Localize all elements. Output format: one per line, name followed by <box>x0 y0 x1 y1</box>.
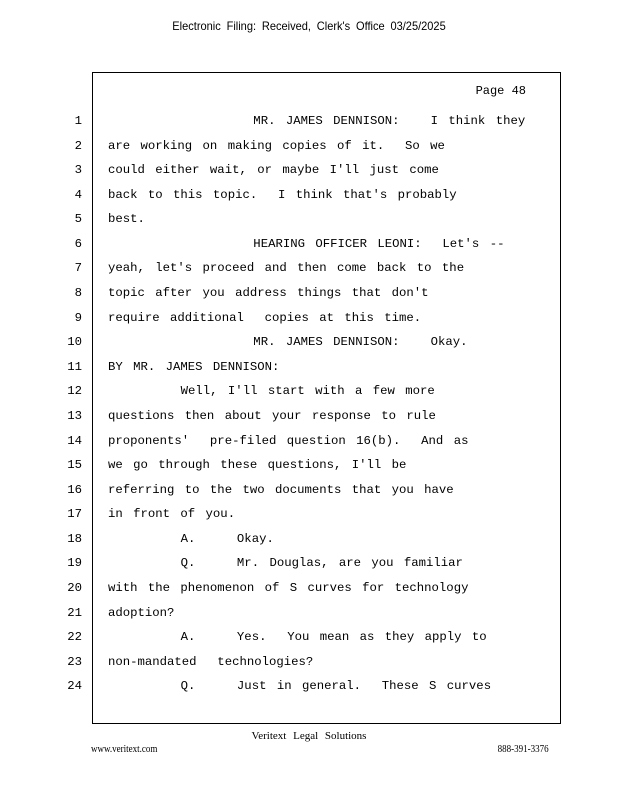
line-number: 3 <box>74 163 82 177</box>
line-number: 13 <box>67 409 82 423</box>
transcript-line <box>0 163 618 187</box>
line-number: 15 <box>67 458 82 472</box>
line-number: 5 <box>74 212 82 226</box>
transcript-line <box>0 360 618 384</box>
line-text: could either wait, or maybe I'll just come <box>108 163 439 177</box>
footer-company: Veritext Legal Solutions <box>251 730 367 742</box>
transcript-line <box>0 286 618 310</box>
line-number: 10 <box>67 335 82 349</box>
transcript-line <box>0 114 618 138</box>
line-text: in front of you. <box>108 507 236 521</box>
transcript-line <box>0 139 618 163</box>
line-text: BY MR. JAMES DENNISON: <box>108 360 280 374</box>
line-number: 19 <box>67 556 82 570</box>
line-text: yeah, let's proceed and then come back to the <box>108 261 465 275</box>
line-number: 16 <box>67 483 82 497</box>
line-number: 23 <box>67 655 82 669</box>
transcript-line <box>0 679 618 703</box>
transcript-line <box>0 384 618 408</box>
line-text: we go through these questions, I'll be <box>108 458 407 472</box>
line-text: topic after you address things that don't <box>108 286 429 300</box>
line-number: 1 <box>74 114 82 128</box>
line-text: require additional copies at this time. <box>108 311 422 325</box>
line-text: best. <box>108 212 145 226</box>
line-text: Well, I'll start with a few more <box>108 384 435 398</box>
transcript-line <box>0 335 618 359</box>
line-text: adoption? <box>108 606 175 620</box>
line-text: with the phenomenon of S curves for technology <box>108 581 469 595</box>
line-text: are working on making copies of it. So we <box>108 139 445 153</box>
line-number: 11 <box>67 360 82 374</box>
line-text: referring to the two documents that you have <box>108 483 454 497</box>
transcript-line <box>0 556 618 580</box>
transcript-line <box>0 434 618 458</box>
transcript-line <box>0 409 618 433</box>
line-text: Q. Just in general. These S curves <box>108 679 492 693</box>
transcript-line <box>0 212 618 236</box>
line-text: HEARING OFFICER LEONI: Let's -- <box>108 237 505 251</box>
line-text: A. Okay. <box>108 532 274 546</box>
transcript-line <box>0 261 618 285</box>
line-number: 9 <box>74 311 82 325</box>
line-number: 20 <box>67 581 82 595</box>
line-number: 2 <box>74 139 82 153</box>
footer-website: www.veritext.com <box>91 744 158 755</box>
line-number: 14 <box>67 434 82 448</box>
transcript-line <box>0 311 618 335</box>
line-number: 18 <box>67 532 82 546</box>
line-number: 24 <box>67 679 82 693</box>
line-text: Q. Mr. Douglas, are you familiar <box>108 556 463 570</box>
line-number: 12 <box>67 384 82 398</box>
transcript-line <box>0 507 618 531</box>
transcript-line <box>0 606 618 630</box>
line-number: 8 <box>74 286 82 300</box>
line-text: back to this topic. I think that's probably <box>108 188 457 202</box>
line-text: questions then about your response to rule <box>108 409 436 423</box>
footer-phone: 888-391-3376 <box>497 744 549 755</box>
transcript-line <box>0 483 618 507</box>
line-text: proponents' pre-filed question 16(b). And as <box>108 434 469 448</box>
line-number: 21 <box>67 606 82 620</box>
transcript-line <box>0 237 618 261</box>
line-number: 4 <box>74 188 82 202</box>
line-number: 7 <box>74 261 82 275</box>
transcript-line <box>0 655 618 679</box>
line-text: MR. JAMES DENNISON: Okay. <box>108 335 468 349</box>
page-number: Page 48 <box>475 84 526 98</box>
line-text: A. Yes. You mean as they apply to <box>108 630 487 644</box>
transcript-line <box>0 630 618 654</box>
transcript-line <box>0 532 618 556</box>
line-text: MR. JAMES DENNISON: I think they <box>108 114 526 128</box>
line-number: 17 <box>67 507 82 521</box>
line-text: non-mandated technologies? <box>108 655 314 669</box>
line-number: 22 <box>67 630 82 644</box>
transcript-line <box>0 188 618 212</box>
transcript-line <box>0 581 618 605</box>
line-number: 6 <box>74 237 82 251</box>
transcript-line <box>0 458 618 482</box>
filing-header: Electronic Filing: Received, Clerk's Office 03/25/2025 <box>172 19 446 33</box>
